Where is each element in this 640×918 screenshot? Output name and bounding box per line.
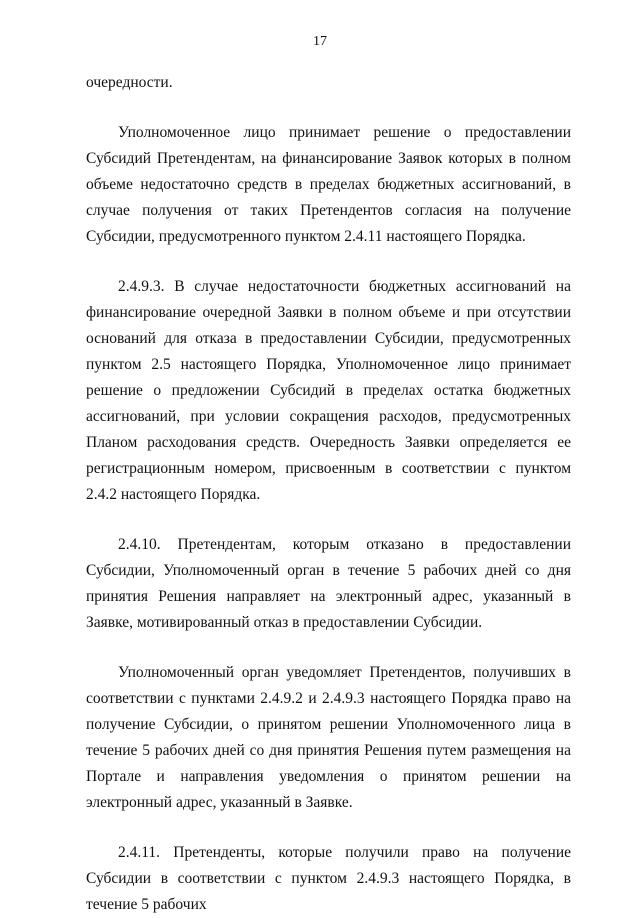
paragraph-2-4-10: 2.4.10. Претендентам, которым отказано в предоставлении Субсидии, Уполномоченный орган в течение 5 рабочих дней со дня принятия Решения направляет на электронный адрес, указанный в Заявке, мотивированный отказ в предоставлении Субсидии.: [86, 536, 571, 631]
paragraph-authorized-person-decision: Уполномоченное лицо принимает решение о предоставлении Субсидий Претендентам, на финансирование Заявок которых в полном объеме недостаточно средств в пределах бюджетных ассигнований, в случае получения от таких Претендентов согласия на получение Субсидии, предусмотренного пунктом 2.4.11 настоящего Порядка.: [86, 124, 571, 245]
page-number: 17: [313, 34, 327, 49]
paragraph-2-4-9-3: 2.4.9.3. В случае недостаточности бюджетных ассигнований на финансирование очередной Заявки в полном объеме и при отсутствии оснований для отказа в предоставлении Субсидии, предусмотренных пунктом 2.5 настоящего Порядка, Уполномоченное лицо принимает решение о предложении Субсидий в пределах остатка бюджетных ассигнований, при условии сокращения расходов, предусмотренных Планом расходования средств. Очередность Заявки определяется ее регистрационным номером, присвоенным в соответствии с пунктом 2.4.2 настоящего Порядка.: [86, 278, 571, 503]
paragraph-2-4-11: 2.4.11. Претенденты, которые получили право на получение Субсидии в соответствии с пунктом 2.4.9.3 настоящего Порядка, в течение 5 рабочих: [86, 844, 571, 913]
paragraph-authorized-body-notification: Уполномоченный орган уведомляет Претендентов, получивших в соответствии с пунктами 2.4.9.2 и 2.4.9.3 настоящего Порядка право на получение Субсидии, о принятом решении Уполномоченного лица в течение 5 рабочих дней со дня принятия Решения путем размещения на Портале и направления уведомления о принятом решении на электронный адрес, указанный в Заявке.: [86, 664, 571, 811]
paragraph-continuation: очередности.: [86, 74, 173, 91]
document-body: [86, 70, 571, 918]
